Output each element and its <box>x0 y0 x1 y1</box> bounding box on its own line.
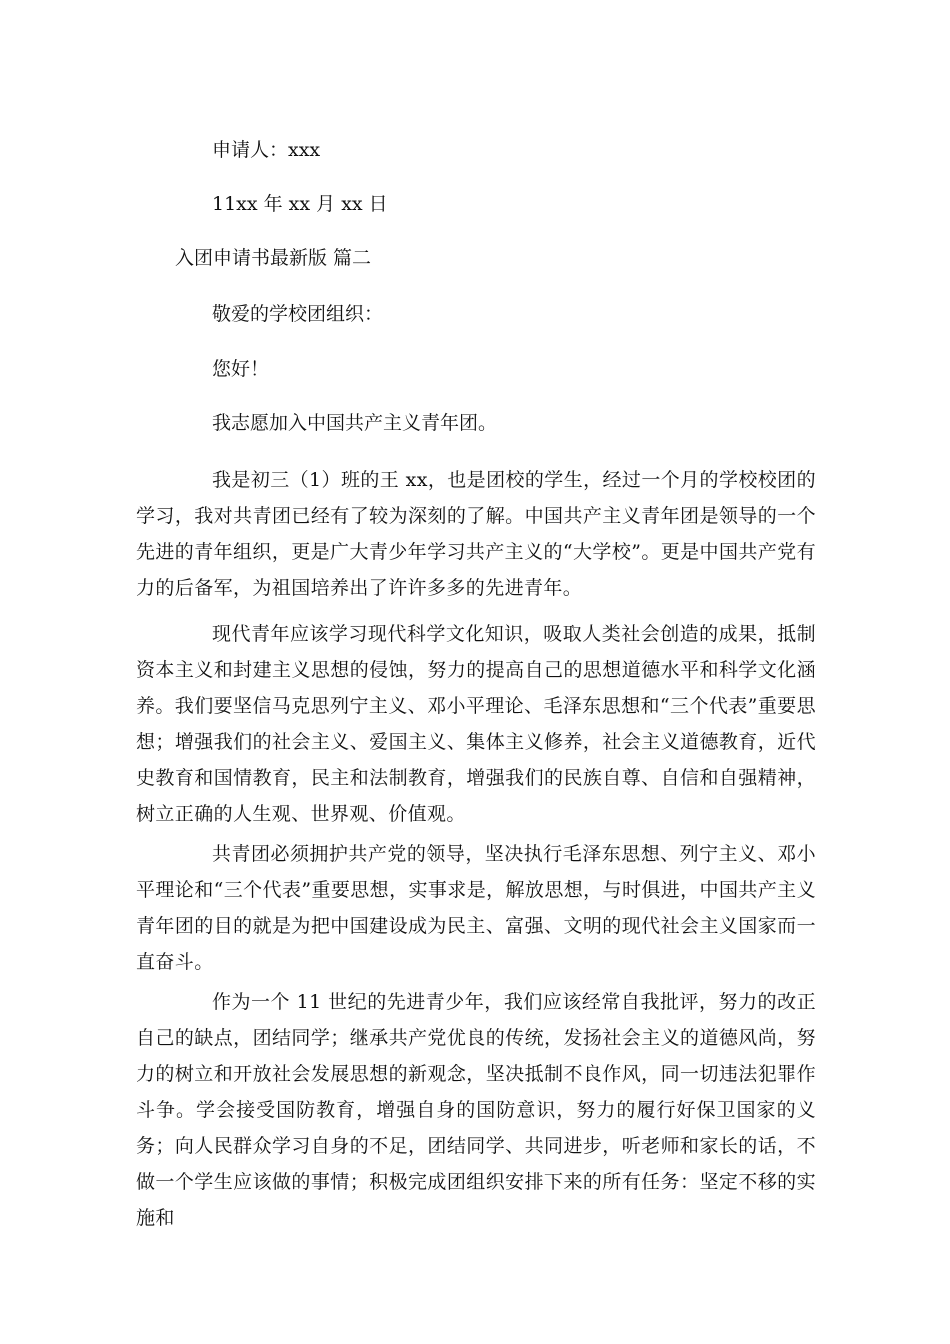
body-paragraph-2: 现代青年应该学习现代科学文化知识，吸取人类社会创造的成果，抵制资本主义和封建主义思想的侵蚀，努力的提高自己的思想道德水平和科学文化涵养。我们要坚信马克思列宁主义、邓小平理论、毛泽东思想和“三个代表”重要思想；增强我们的社会主义、爱国主义、集体主义修养，社会主义道德教育，近代史教育和国情教育，民主和法制教育，增强我们的民族自尊、自信和自强精神，树立正确的人生观、世界观、价值观。 <box>136 623 816 825</box>
body-paragraph-3: 共青团必须拥护共产党的领导，坚决执行毛泽东思想、列宁主义、邓小平理论和“三个代表”重要思想，实事求是，解放思想，与时俱进，中国共产主义青年团的目的就是为把中国建设成为民主、富强、文明的现代社会主义国家而一直奋斗。 <box>136 843 816 973</box>
body-paragraph-1: 我是初三（1）班的王 xx，也是团校的学生，经过一个月的学校校团的学习，我对共青团已经有了较为深刻的了解。中国共产主义青年团是领导的一个先进的青年组织，更是广大青少年学习共产主义的“大学校”。更是中国共产党有力的后备军，为祖国培养出了许许多多的先进青年。 <box>136 469 816 599</box>
date-line: 11xx 年 xx 月 xx 日 <box>212 193 388 215</box>
letter-intro: 我志愿加入中国共产主义青年团。 <box>212 412 498 434</box>
letter-greeting: 您好！ <box>212 358 270 380</box>
letter-salutation: 敬爱的学校团组织： <box>212 303 384 325</box>
body-paragraph-4: 作为一个 11 世纪的先进青少年，我们应该经常自我批评，努力的改正自己的缺点，团结同学；继承共产党优良的传统，发扬社会主义的道德风尚，努力的树立和开放社会发展思想的新观念，坚决抵制不良作风，同一切违法犯罪作斗争。学会接受国防教育，增强自身的国防意识，努力的履行好保卫国家的义务；向人民群众学习自身的不足，团结同学、共同进步，听老师和家长的话，不做一个学生应该做的事情；积极完成团组织安排下来的所有任务：坚定不移的实施和 <box>136 991 816 1229</box>
applicant-line: 申请人：xxx <box>212 139 321 161</box>
section-heading: 入团申请书最新版 篇二 <box>175 247 372 269</box>
